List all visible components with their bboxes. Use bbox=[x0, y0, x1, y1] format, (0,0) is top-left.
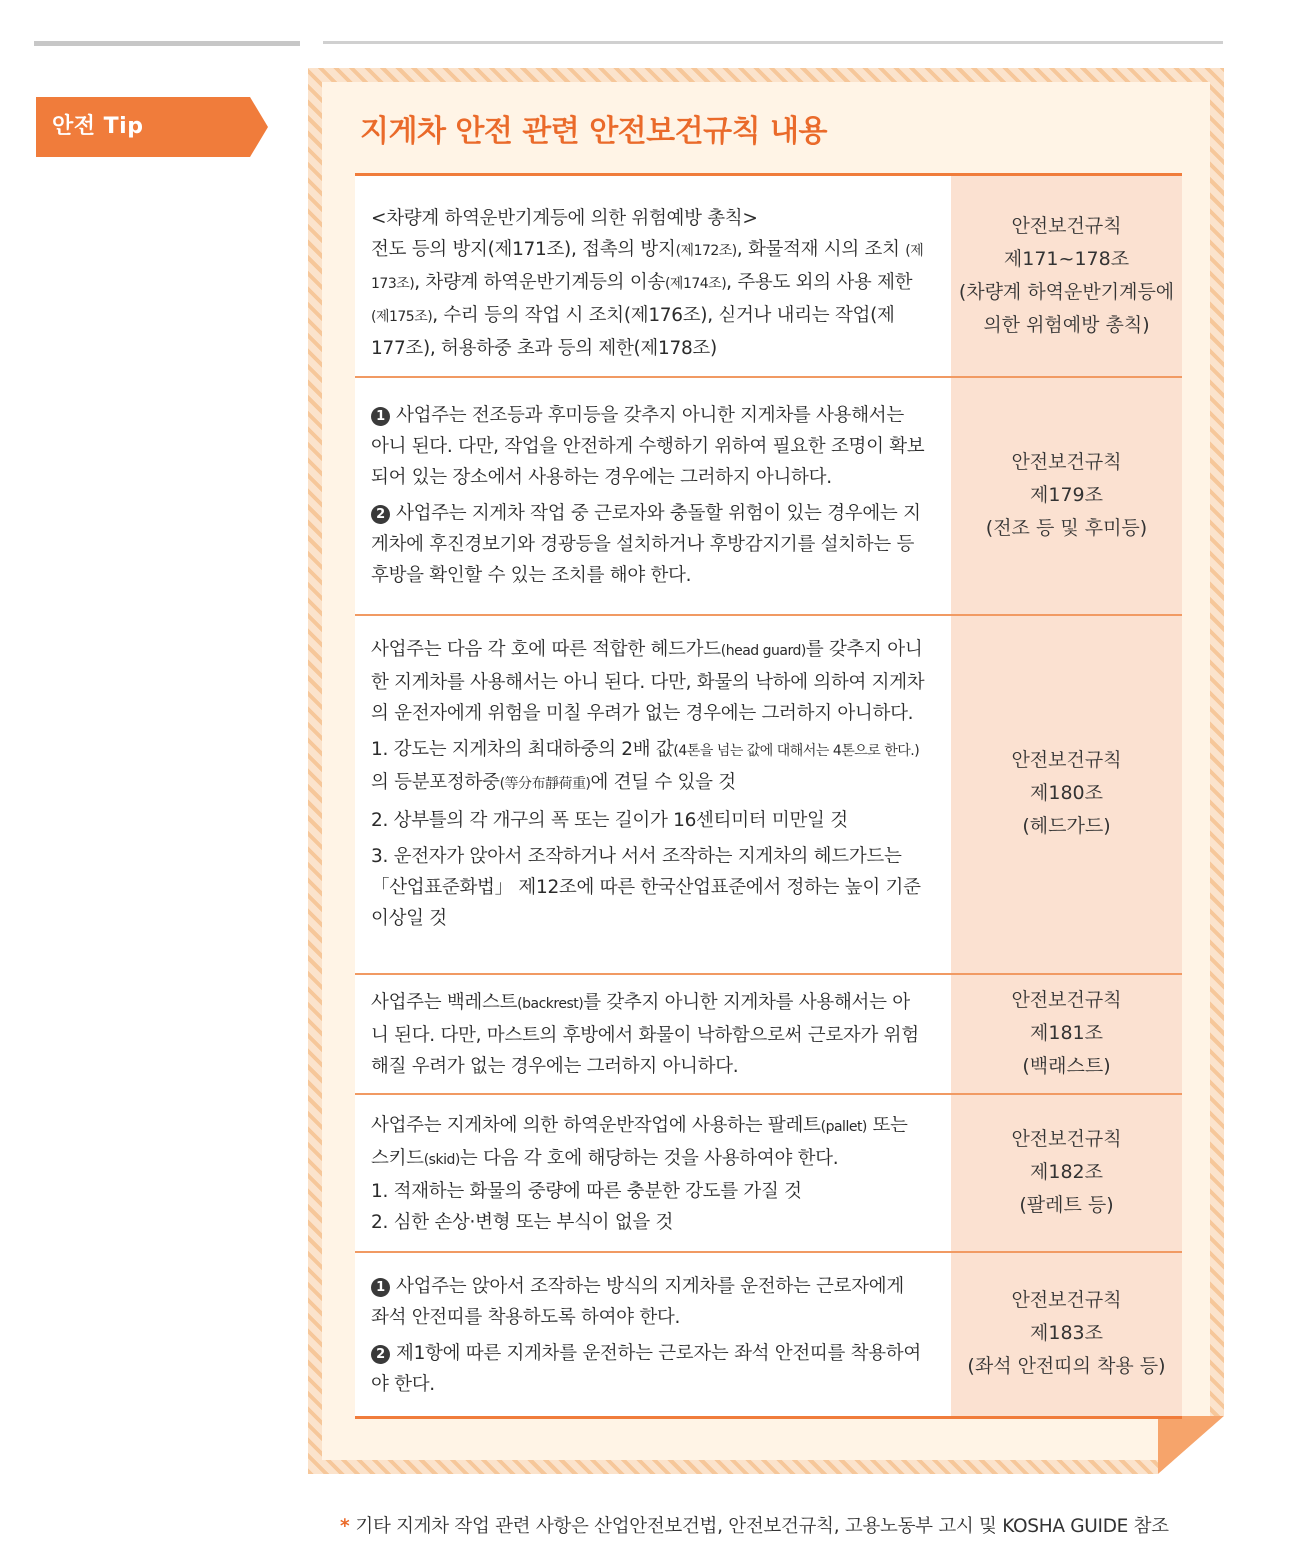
circled-number-icon: 1 bbox=[371, 407, 390, 426]
rule-text: 1 사업주는 앉아서 조작하는 방식의 지게차를 운전하는 근로자에게 좌석 안전띠를 착용하도록 하여야 한다. 2 제1항에 따른 지게차를 운전하는 근로자는 좌석 안전띠를 착용하여야 한다. bbox=[355, 1251, 951, 1416]
rule-reference: 안전보건규칙 제181조 (백래스트) bbox=[951, 973, 1182, 1093]
rule-reference: 안전보건규칙 제179조 (전조 등 및 후미등) bbox=[951, 376, 1182, 614]
rule-text: 사업주는 지게차에 의한 하역운반작업에 사용하는 팔레트(pallet) 또는 스키드(skid)는 다음 각 호에 해당하는 것을 사용하여야 한다. 1. 적재하는 화물의 중량에 따른 충분한 강도를 가질 것 2. 심한 손상·변형 또는 부식이 없을 것 bbox=[355, 1093, 951, 1251]
safety-tip-label: 안전 Tip bbox=[52, 114, 144, 139]
top-divider-right bbox=[323, 41, 1223, 44]
asterisk-icon: * bbox=[340, 1516, 350, 1537]
rule-reference: 안전보건규칙 제183조 (좌석 안전띠의 착용 등) bbox=[951, 1251, 1182, 1416]
rule-text: <차량계 하역운반기계등에 의한 위험예방 총칙> 전도 등의 방지(제171조), 접촉의 방지(제172조), 화물적재 시의 조치 (제173조), 차량계 하역운반기계등의 이송(제174조), 주용도 외의 사용 제한(제175조), 수리 등의 작업 시 조치(제176조), 싣거나 내리는 작업(제177조), 허용하중 초과 등의 제한(제178조) bbox=[355, 176, 951, 376]
rule-reference: 안전보건규칙 제182조 (팔레트 등) bbox=[951, 1093, 1182, 1251]
circled-number-icon: 2 bbox=[371, 505, 390, 524]
panel-title: 지게차 안전 관련 안전보건규칙 내용 bbox=[360, 114, 827, 149]
safety-tip-badge bbox=[36, 97, 268, 157]
rules-table bbox=[355, 173, 1182, 1416]
rule-row-180 bbox=[355, 614, 1182, 973]
circled-number-icon: 1 bbox=[371, 1278, 390, 1297]
top-divider-left bbox=[34, 41, 300, 46]
rule-row-171-178 bbox=[355, 176, 1182, 376]
footnote-text: 기타 지게차 작업 관련 사항은 산업안전보건법, 안전보건규칙, 고용노동부 고시 및 KOSHA GUIDE 참조 bbox=[355, 1516, 1169, 1537]
rule-row-183 bbox=[355, 1251, 1182, 1416]
rule-reference: 안전보건규칙 제171~178조 (차량계 하역운반기계등에 의한 위험예방 총칙) bbox=[951, 176, 1182, 376]
rule-text: 1 사업주는 전조등과 후미등을 갖추지 아니한 지게차를 사용해서는 아니 된다. 다만, 작업을 안전하게 수행하기 위하여 필요한 조명이 확보되어 있는 장소에서 사용하는 경우에는 그러하지 아니하다. 2 사업주는 지게차 작업 중 근로자와 충돌할 위험이 있는 경우에는 지게차에 후진경보기와 경광등을 설치하거나 후방감지기를 설치하는 등 후방을 확인할 수 있는 조치를 해야 한다. bbox=[355, 376, 951, 614]
rule-reference: 안전보건규칙 제180조 (헤드가드) bbox=[951, 614, 1182, 973]
page-fold-icon bbox=[1158, 1416, 1224, 1474]
rule-row-181 bbox=[355, 973, 1182, 1093]
rule-row-179 bbox=[355, 376, 1182, 614]
rule-row-182 bbox=[355, 1093, 1182, 1251]
footnote bbox=[340, 1512, 1169, 1538]
circled-number-icon: 2 bbox=[371, 1345, 390, 1364]
rule-text: 사업주는 백레스트(backrest)를 갖추지 아니한 지게차를 사용해서는 아니 된다. 다만, 마스트의 후방에서 화물이 낙하함으로써 근로자가 위험해질 우려가 없는 경우에는 그러하지 아니하다. bbox=[355, 973, 951, 1093]
rule-text: 사업주는 다음 각 호에 따른 적합한 헤드가드(head guard)를 갖추지 아니한 지게차를 사용해서는 아니 된다. 다만, 화물의 낙하에 의하여 지게차의 운전자에게 위험을 미칠 우려가 없는 경우에는 그러하지 아니하다. 1. 강도는 지게차의 최대하중의 2배 값(4톤을 넘는 값에 대해서는 4톤으로 한다.)의 등분포정하중(等分布靜荷重)에 견딜 수 있을 것 2. 상부틀의 각 개구의 폭 또는 길이가 16센티미터 미만일 것 3. 운전자가 앉아서 조작하거나 서서 조작하는 지게차의 헤드가드는 「산업표준화법」 제12조에 따른 한국산업표준에서 정하는 높이 기준 이상일 것 bbox=[355, 614, 951, 973]
